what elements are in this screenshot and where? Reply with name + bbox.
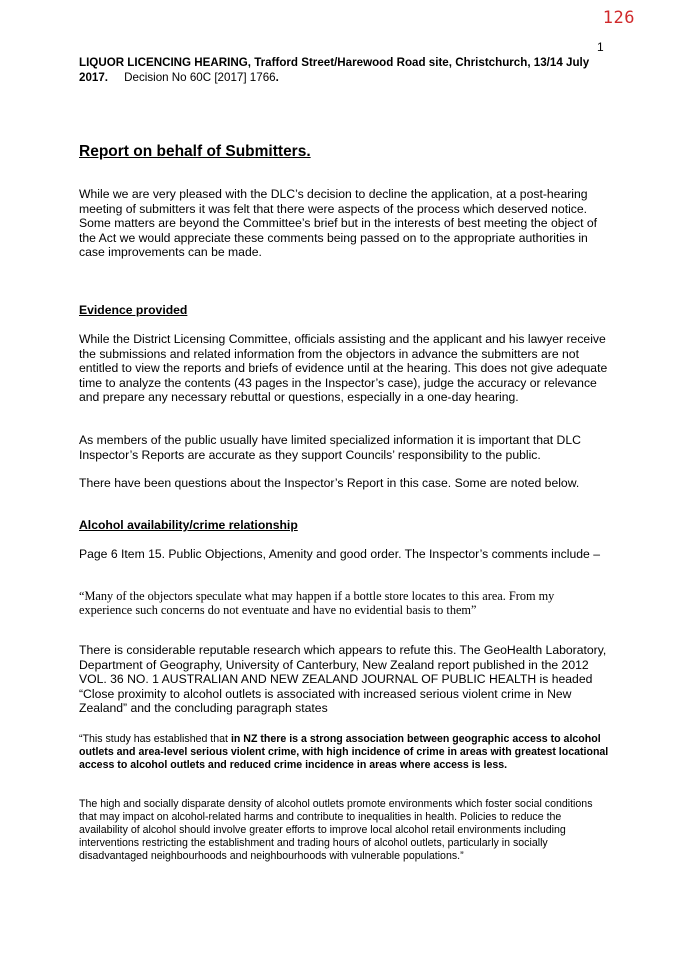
header-title: LIQUOR LICENCING HEARING, Trafford Street/Harewood Road site, Christchurch, 13/14 July 2017. (79, 56, 590, 84)
section-heading-evidence: Evidence provided (79, 303, 188, 317)
evidence-paragraph-2: As members of the public usually have limited specialized information it is important that DLC Inspector’s Reports are accurate as they support Councils’ responsibility to the public. (79, 433, 581, 462)
header-end: . (275, 71, 279, 84)
report-title: Report on behalf of Submitters. (79, 143, 311, 160)
evidence-paragraph-3: There have been questions about the Inspector’s Report in this case. Some are noted below. (79, 476, 580, 490)
page-stamp: 126 (602, 8, 635, 28)
study-quote-finding: in NZ there is a strong association between geographic access to alcohol outlets and area-level serious violent crime, with high incidence of crime in areas with greatest locational access to alcohol outlets and reduced crime incidence in areas where access is less. (79, 733, 609, 771)
evidence-paragraph-1: While the District Licensing Committee, officials assisting and the applicant and his lawyer receive the submissions and related information from the objectors in advance the submitters are not entitled to view the reports and briefs of evidence until at the hearing. This does not give adequate time to analyze the contents (43 pages in the Inspector’s case), judge the accuracy or relevance and prepare any necessary rebuttal or questions, especially in a one-day hearing. (79, 332, 608, 404)
page-number: 1 (597, 40, 604, 54)
study-quote (79, 733, 609, 772)
section-heading-alcohol: Alcohol availability/crime relationship (79, 518, 298, 532)
inspector-quote: “Many of the objectors speculate what may happen if a bottle store locates to this area. From my experience such concerns do not eventuate and have no evidential basis to them” (79, 589, 555, 617)
alcohol-paragraph-2: There is considerable reputable research which appears to refute this. The GeoHealth Laboratory, Department of Geography, University of Canterbury, New Zealand report published in the 2012 VOL. 36 NO. 1 AUSTRALIAN AND NEW ZEALAND JOURNAL OF PUBLIC HEALTH is headed “Close proximity to alcohol outlets is associated with increased serious violent crime in New Zealand” and the concluding paragraph states (79, 643, 607, 715)
header-decision: Decision No 60C [2017] 1766 (124, 71, 276, 84)
study-quote-intro: “This study has established that (79, 733, 231, 745)
alcohol-paragraph-1: Page 6 Item 15. Public Objections, Amenity and good order. The Inspector’s comments include – (79, 547, 600, 561)
intro-paragraph: While we are very pleased with the DLC’s decision to decline the application, at a post-hearing meeting of submitters it was felt that there were aspects of the process which deserved notice. Some matters are beyond the Committee’s brief but in the interests of best meeting the object of the Act we would appreciate these comments being passed on to the appropriate authorities in case improvements can be made. (79, 187, 598, 259)
document-header (79, 55, 609, 85)
study-quote-conclusion: The high and socially disparate density of alcohol outlets promote environments which foster social conditions that may impact on alcohol-related harms and contribute to inequalities in health. Policies to reduce the availability of alcohol should involve greater efforts to improve local alcohol retail environments including interventions restricting the establishment and trading hours of alcohol outlets, particularly in socially disadvantaged neighbourhoods and neighbourhoods with vulnerable populations.” (79, 798, 593, 862)
